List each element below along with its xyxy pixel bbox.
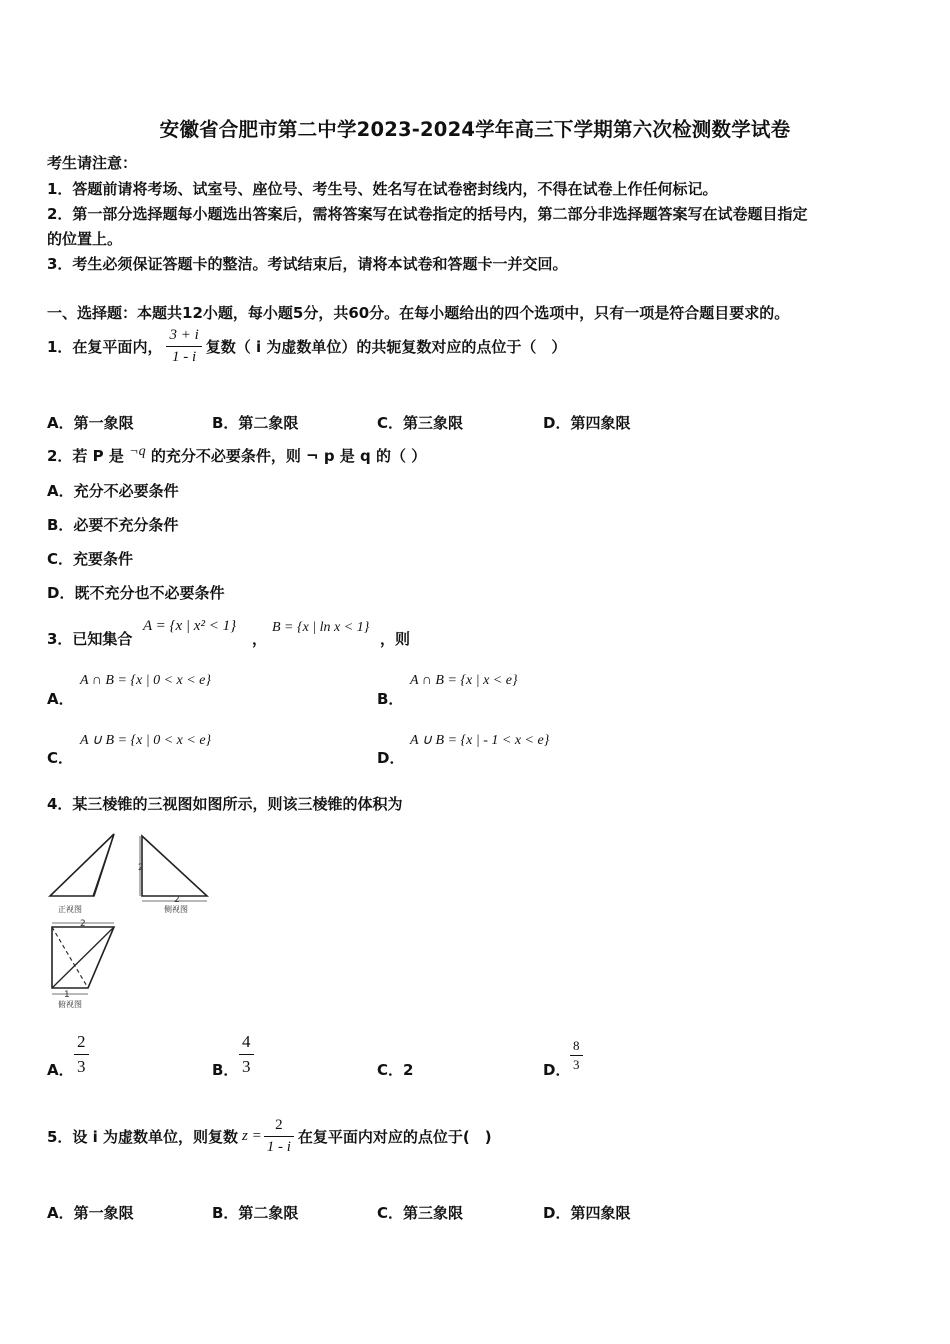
top-view-dim-bottom: 1 [64, 990, 70, 1000]
side-view-dim-base: 2 [174, 895, 180, 905]
question-4: 4．某三棱锥的三视图如图所示，则该三棱锥的体积为 [47, 795, 403, 813]
q5-fraction [264, 1117, 294, 1156]
q4-option-d-num: 8 [573, 1038, 580, 1053]
q5-prefix: 5．设 i 为虚数单位，则复数 [47, 1128, 239, 1146]
q3-option-a-label[interactable]: A． [47, 690, 74, 708]
notice-item-3: 3．考生必须保证答题卡的整洁。考试结束后，请将本试卷和答题卡一并交回。 [47, 255, 568, 273]
side-view-label: 侧视图 [164, 905, 188, 914]
q3-option-c-label[interactable]: C． [47, 749, 74, 767]
q4-option-c[interactable]: C．2 [377, 1061, 414, 1079]
front-view-label: 正视图 [58, 905, 82, 914]
q3-suffix: ，则 [380, 630, 411, 648]
q3-option-d[interactable]: A ∪ B = {x | - 1 < x < e} [410, 733, 550, 748]
q5-suffix: 在复平面内对应的点位于( ) [297, 1128, 492, 1146]
three-view-figure [44, 830, 219, 1015]
q3-option-b-label[interactable]: B． [377, 690, 404, 708]
q5-frac-den: 1 - i [266, 1139, 291, 1155]
section-heading: 一、选择题：本题共12小题，每小题5分，共60分。在每小题给出的四个选项中，只有一项是符合题目要求的。 [47, 304, 790, 322]
q2-not-q: ¬q [129, 444, 146, 459]
q3-option-d-label[interactable]: D． [377, 749, 405, 767]
notice-heading: 考生请注意： [47, 154, 138, 172]
q2-option-c[interactable]: C．充要条件 [47, 550, 134, 568]
question-1 [47, 327, 566, 366]
q4-option-d-label[interactable]: D． [543, 1061, 571, 1079]
side-view [140, 836, 207, 901]
q4-option-a-num: 2 [77, 1032, 86, 1051]
q3-option-b[interactable]: A ∩ B = {x | x < e} [410, 673, 518, 688]
q4-option-a-label[interactable]: A． [47, 1061, 74, 1079]
q1-option-c[interactable]: C．第三象限 [377, 414, 464, 432]
q1-fraction [166, 327, 201, 366]
page-title: 安徽省合肥市第二中学2023-2024学年高三下学期第六次检测数学试卷 [159, 118, 791, 141]
q2-suffix: 的充分不必要条件，则 ¬ p 是 q 的（ ） [150, 447, 427, 465]
q5-option-c[interactable]: C．第三象限 [377, 1204, 464, 1222]
q4-option-b-den: 3 [239, 1054, 254, 1077]
q1-option-a[interactable]: A．第一象限 [47, 414, 134, 432]
q3-set-b: B = {x | ln x < 1} [272, 620, 370, 635]
q4-option-b-label[interactable]: B． [212, 1061, 239, 1079]
q3-set-a: A = {x | x² < 1} [143, 618, 237, 634]
q5-option-d[interactable]: D．第四象限 [543, 1204, 631, 1222]
q1-option-d[interactable]: D．第四象限 [543, 414, 631, 432]
q4-option-a-den: 3 [74, 1054, 89, 1077]
front-view [50, 834, 114, 896]
top-view-dim-width: 2 [80, 919, 86, 929]
top-view-label: 俯视图 [58, 1000, 82, 1009]
q4-option-d-den: 3 [570, 1055, 583, 1073]
notice-item-1: 1．答题前请将考场、试室号、座位号、考生号、姓名写在试卷密封线内，不得在试卷上作任何标记。 [47, 180, 718, 198]
q2-option-b[interactable]: B．必要不充分条件 [47, 516, 179, 534]
q5-option-b[interactable]: B．第二象限 [212, 1204, 299, 1222]
q5-z-eq: z = [242, 1128, 262, 1144]
q3-prefix: 3．已知集合 [47, 630, 133, 648]
q3-option-c[interactable]: A ∪ B = {x | 0 < x < e} [80, 733, 212, 748]
q4-option-d-fraction[interactable] [570, 1038, 583, 1073]
q1-suffix: 复数（ i 为虚数单位）的共轭复数对应的点位于（ ） [205, 338, 567, 356]
q5-option-a[interactable]: A．第一象限 [47, 1204, 134, 1222]
top-view [52, 923, 114, 994]
q2-option-a[interactable]: A．充分不必要条件 [47, 482, 179, 500]
q5-frac-num: 2 [264, 1117, 294, 1137]
q2-option-d[interactable]: D．既不充分也不必要条件 [47, 584, 225, 602]
q4-option-b-fraction[interactable] [239, 1032, 254, 1077]
q4-option-b-num: 4 [242, 1032, 251, 1051]
q1-frac-den: 1 - i [172, 349, 197, 365]
side-view-dim-height: 2 [138, 863, 144, 873]
notice-item-2a: 2．第一部分选择题每小题选出答案后，需将答案写在试卷指定的括号内，第二部分非选择题答案写在试卷题目指定 [47, 205, 808, 223]
question-5 [47, 1117, 492, 1156]
q1-prefix: 1．在复平面内， [47, 338, 163, 356]
q1-frac-num: 3 + i [166, 327, 201, 347]
q3-option-a[interactable]: A ∩ B = {x | 0 < x < e} [80, 673, 211, 688]
q1-option-b[interactable]: B．第二象限 [212, 414, 299, 432]
q3-comma: ， [252, 630, 268, 648]
q4-option-a-fraction[interactable] [74, 1032, 89, 1077]
q2-prefix: 2．若 P 是 [47, 447, 124, 465]
notice-item-2b: 的位置上。 [47, 230, 123, 248]
question-2 [47, 445, 426, 466]
